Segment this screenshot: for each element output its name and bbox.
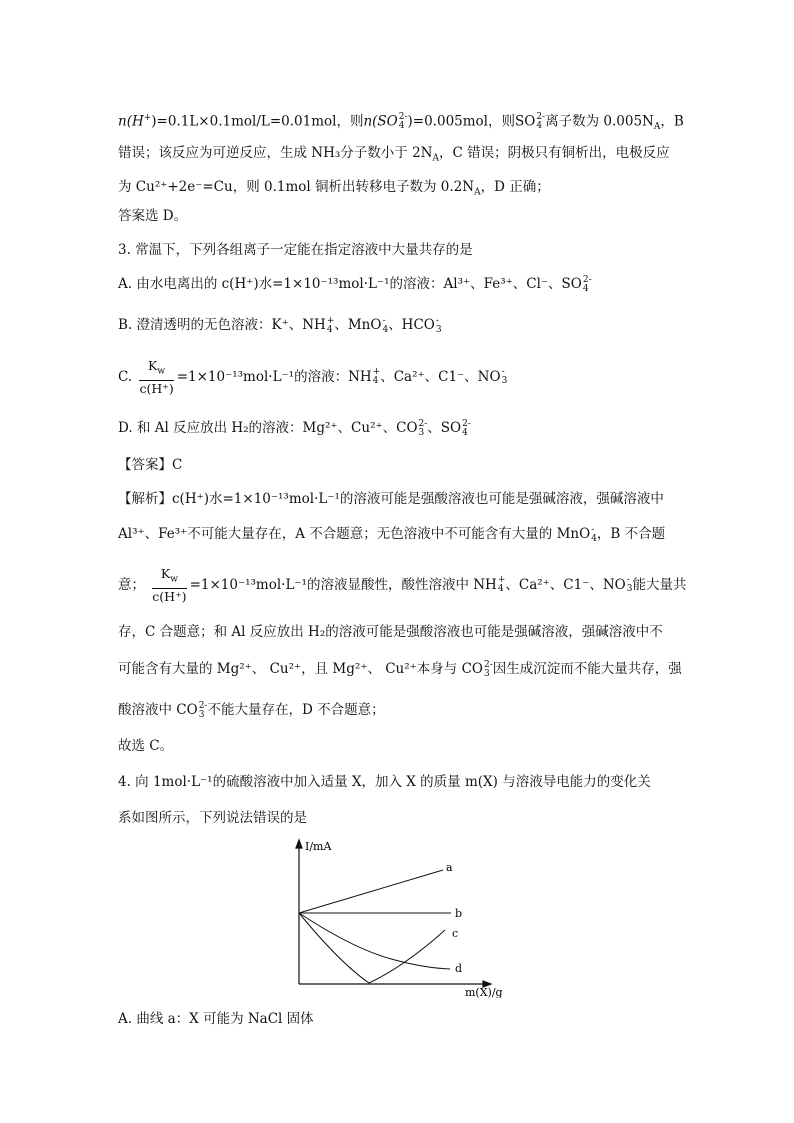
q3-explanation-5: 可能含有大量的 Mg²⁺、 Cu²⁺，且 Mg²⁺、 Cu²⁺本身与 CO 2- 3 因生成沉淀而不能大量共存，强 [118,659,682,679]
q3-option-b: B. 澄清透明的无色溶液：K⁺、NH + 4 、MnO - 4 、HCO - 3 [118,315,442,335]
prev-answer-line4: 答案选 D。 [118,208,188,224]
curve-c [299,913,445,983]
q3-answer: 【答案】C [118,457,183,473]
conductivity-chart [285,838,505,998]
prev-answer-line2: 错误；该反应为可逆反应，生成 NH₃分子数小于 $2N_A$，C 错误；阴极只有铜析出，电极反应 [118,145,670,164]
y-axis-arrow [296,840,302,848]
q3-option-d: D. 和 Al 反应放出 H₂的溶液：Mg²⁺、Cu²⁺、CO 2- 3 、SO 2- 4 [118,418,471,438]
y-axis-label: I/mA [305,840,332,853]
q3-explanation-1: 【解析】c(H⁺)水=1×10⁻¹³mol·L⁻¹的溶液可能是强酸溶液也可能是强碱溶液，强碱溶液中 [118,491,664,507]
q3-stem: 3. 常温下，下列各组离子一定能在指定溶液中大量共存的是 [118,242,473,258]
curve-c-label: c [452,927,459,940]
q3-explanation-6: 酸溶液中 CO 2- 3 不能大量存在，D 不合题意； [118,700,385,720]
q3-explanation-3: 意； $\frac{K_w}{c(H^+)}$ =1×10⁻¹³mol·L⁻¹的溶液显酸性，酸性溶液中 NH + 4 、Ca²⁺、C1⁻、NO - 3 能大量共 [118,566,687,604]
prev-answer-line1: n(H+)=0.1L×0.1mol/L=0.01mol，则n(SO 2- 4 )=0.005mol，则SO 2- 4 离子数为 $0.005N_A$，B [118,112,684,133]
kw-fraction: $\frac{K_w}{c(H^+)}$ [139,358,174,396]
q3-option-c: C. $\frac{K_w}{c(H^+)}$ =1×10⁻¹³mol·L⁻¹的溶液：NH + 4 、Ca²⁺、C1⁻、NO - 3 [118,358,508,396]
curve-d-label: d [455,962,463,975]
q4-option-a: A. 曲线 a：X 可能为 NaCl 固体 [118,1011,314,1027]
curve-a-label: a [446,861,453,874]
q3-option-a: A. 由水电离出的 c(H⁺)水=1×10⁻¹³mol·L⁻¹的溶液：Al³⁺、Fe³⁺、Cl⁻、SO 2- 4 [118,274,592,294]
curve-b-label: b [455,907,463,920]
q4-stem-2: 系如图所示，下列说法错误的是 [118,810,307,826]
q4-stem-1: 4. 向 1mol·L⁻¹的硫酸溶液中加入适量 X，加入 X 的质量 m(X) 与溶液导电能力的变化关 [118,774,651,790]
q3-explanation-2: Al³⁺、Fe³⁺不可能大量存在，A 不合题意；无色溶液中不可能含有大量的 MnO - 4 ，B 不合题 [118,524,666,544]
q3-explanation-7: 故选 C。 [118,738,174,754]
x-axis-label: m(X)/g [465,986,503,998]
prev-answer-line3: 为 Cu²⁺+2e⁻=Cu，则 0.1mol 铜析出转移电子数为 $0.2N_A$，D 正确； [118,179,550,198]
kw-fraction-2: $\frac{K_w}{c(H^+)}$ [152,566,187,604]
q3-explanation-4: 存，C 合题意；和 Al 反应放出 H₂的溶液可能是强酸溶液也可能是强碱溶液，强碱溶液中不 [118,624,663,640]
curve-d [299,913,450,969]
curve-a [299,870,443,913]
